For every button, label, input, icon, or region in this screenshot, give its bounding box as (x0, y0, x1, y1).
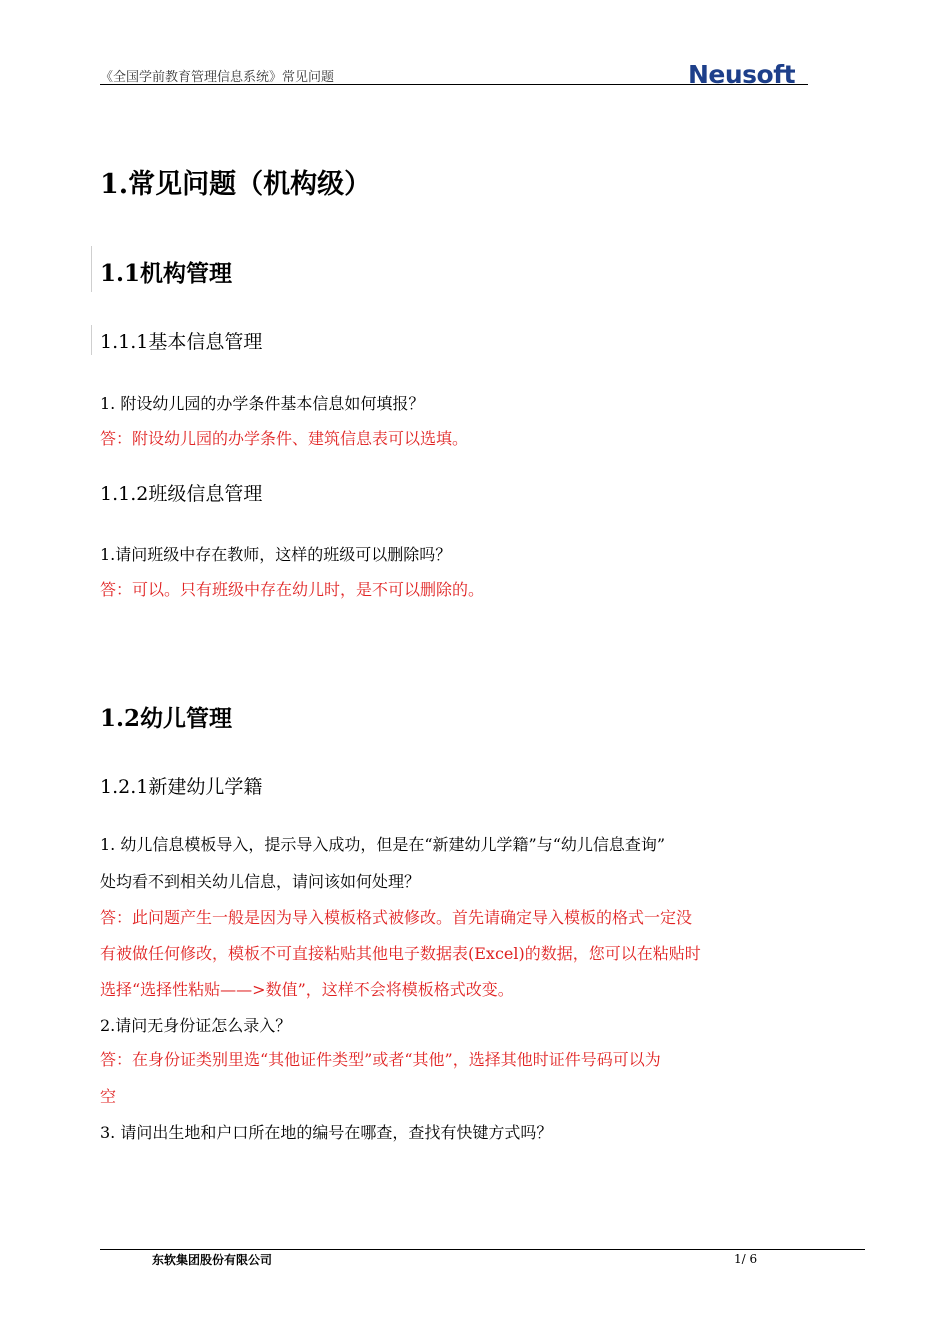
answer-text: 有被做任何修改，模板不可直接粘贴其他电子数据表(Excel)的数据，您可以在粘贴时 (100, 944, 701, 963)
chapter-heading: 1.常见问题（机构级） (100, 169, 372, 200)
section-heading-1-1: 1.1机构管理 (100, 260, 233, 287)
page-number: 1/ 6 (734, 1252, 758, 1266)
subsection-margin-mark (91, 325, 92, 355)
answer-text: 答：可以。只有班级中存在幼儿时，是不可以删除的。 (100, 580, 485, 599)
question-text: 1. 附设幼儿园的办学条件基本信息如何填报？ (100, 394, 425, 413)
section-margin-mark (91, 246, 92, 292)
answer-text: 答：附设幼儿园的办学条件、建筑信息表可以选填。 (100, 429, 469, 448)
footer-company: 东软集团股份有限公司 (152, 1253, 273, 1267)
header-title: 《全国学前教育管理信息系统》常见问题 (100, 70, 335, 85)
question-text: 1.请问班级中存在教师，这样的班级可以删除吗？ (100, 545, 452, 564)
answer-text: 选择“选择性粘贴——>数值”，这样不会将模板格式改变。 (100, 980, 514, 999)
subsection-heading-1-1-1: 1.1.1基本信息管理 (100, 331, 263, 353)
question-text: 3. 请问出生地和户口所在地的编号在哪查，查找有快键方式吗？ (100, 1123, 553, 1142)
question-text: 处均看不到相关幼儿信息，请问该如何处理？ (100, 872, 421, 891)
question-text: 2.请问无身份证怎么录入？ (100, 1016, 292, 1035)
subsection-heading-1-2-1: 1.2.1新建幼儿学籍 (100, 776, 263, 798)
neusoft-logo: Neusoft (688, 60, 796, 89)
question-text: 1. 幼儿信息模板导入，提示导入成功，但是在“新建幼儿学籍”与“幼儿信息查询” (100, 835, 666, 854)
answer-text: 答：在身份证类别里选“其他证件类型”或者“其他”，选择其他时证件号码可以为 (100, 1050, 661, 1069)
section-heading-1-2: 1.2幼儿管理 (100, 705, 233, 732)
footer-divider (100, 1249, 865, 1250)
answer-text: 答：此问题产生一般是因为导入模板格式被修改。首先请确定导入模板的格式一定没 (100, 908, 693, 927)
answer-text: 空 (100, 1087, 117, 1106)
subsection-heading-1-1-2: 1.1.2班级信息管理 (100, 483, 263, 505)
header-divider (100, 84, 808, 85)
